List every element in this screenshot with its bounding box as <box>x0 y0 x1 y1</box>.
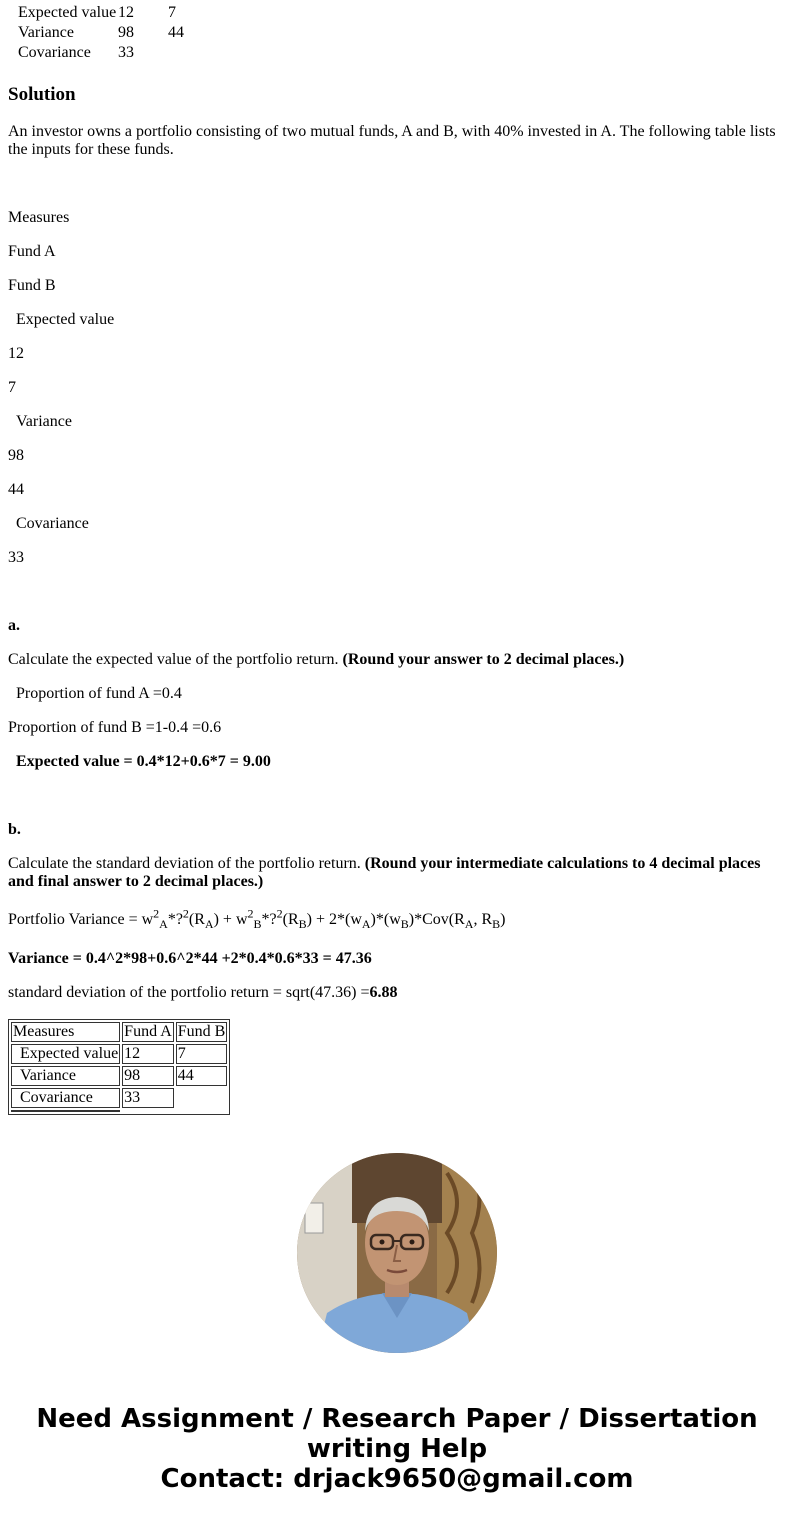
fund-a-label: Fund A <box>8 243 56 260</box>
footer-banner <box>0 1404 794 1494</box>
solution-heading: Solution <box>8 84 76 105</box>
formula-text: ) + 2*(w <box>306 911 362 928</box>
table-header-cell: Measures <box>11 1022 120 1042</box>
portfolio-variance-formula <box>8 906 788 932</box>
formula-sub: A <box>361 917 371 932</box>
author-avatar <box>297 1153 497 1353</box>
table-row <box>11 1066 227 1086</box>
table-cell: 98 <box>118 24 134 41</box>
table-header-cell: Fund A <box>124 1023 172 1040</box>
formula-sup: 2 <box>276 906 283 921</box>
fund-b-label: Fund B <box>8 277 56 294</box>
table-cell: Expected value <box>11 1044 120 1064</box>
table-cell <box>176 1088 228 1108</box>
expected-value-label: Expected value <box>16 311 115 328</box>
part-a-instruction: (Round your answer to 2 decimal places.) <box>342 651 625 668</box>
formula-sub: B <box>492 917 501 932</box>
table-cell: Covariance <box>18 44 91 61</box>
table-cell: 12 <box>122 1044 174 1064</box>
ev-fund-a: 12 <box>8 345 24 362</box>
expected-value-result: Expected value = 0.4*12+0.6*7 = 9.00 <box>16 753 271 770</box>
proportion-b: Proportion of fund B =1-0.4 =0.6 <box>8 719 222 736</box>
table-cell: 33 <box>118 44 134 61</box>
table-row <box>18 3 184 23</box>
formula-sup: 2 <box>247 906 254 921</box>
intro-paragraph: An investor owns a portfolio consisting of two mutual funds, A and B, with 40% invested in A. The following table lists the inputs for these funds. <box>8 123 776 158</box>
footer-contact: Contact: drjack9650@gmail.com <box>160 1464 634 1494</box>
formula-sub: A <box>464 917 474 932</box>
table-row <box>11 1088 227 1108</box>
var-fund-a: 98 <box>8 447 24 464</box>
formula-sup: 2 <box>182 906 189 921</box>
table-cell <box>122 1110 174 1112</box>
sd-line <box>8 984 788 1002</box>
part-b-label: b. <box>8 821 21 838</box>
formula-text: (R <box>188 911 205 928</box>
measures-label: Measures <box>8 209 70 226</box>
proportion-a: Proportion of fund A =0.4 <box>16 685 182 702</box>
table-header-cell: Fund B <box>177 1023 226 1040</box>
variance-label: Variance <box>16 413 72 430</box>
formula-sub: B <box>298 917 307 932</box>
formula-text: )*Cov(R <box>408 911 465 928</box>
table-cell: 7 <box>176 1044 228 1064</box>
var-fund-b: 44 <box>8 481 24 498</box>
sd-text: standard deviation of the portfolio return = sqrt(47.36) = <box>8 984 370 1001</box>
formula-text: *? <box>261 911 277 928</box>
formula-sub: B <box>253 917 262 932</box>
table-header-row <box>11 1022 227 1042</box>
footer-line-2: writing Help <box>306 1434 488 1464</box>
covariance-value: 33 <box>8 549 24 566</box>
formula-text: Portfolio Variance = w <box>8 911 154 928</box>
table-cell: 33 <box>122 1088 174 1108</box>
sd-value: 6.88 <box>369 984 398 1001</box>
formula-sub: B <box>400 917 409 932</box>
table-cell: 7 <box>168 4 176 21</box>
formula-text: )*(w <box>370 911 401 928</box>
table-cell <box>168 43 184 63</box>
formula-text: ) <box>500 911 506 928</box>
top-inputs-table <box>18 3 184 63</box>
table-row <box>11 1110 227 1112</box>
table-cell: 98 <box>122 1066 174 1086</box>
table-divider <box>11 1110 120 1112</box>
part-a-question-line <box>8 651 788 669</box>
variance-result: Variance = 0.4^2*98+0.6^2*44 +2*0.4*0.6*33 = 47.36 <box>8 950 372 967</box>
avatar-portrait <box>297 1153 497 1353</box>
table-cell: Covariance <box>11 1088 120 1108</box>
part-b-instruction: (Round your intermediate calculations to 4 decimal places and final answer to 2 decimal places.) <box>8 855 761 890</box>
part-a-question: Calculate the expected value of the portfolio return. <box>8 651 339 668</box>
formula-sub: A <box>159 917 168 932</box>
formula-text: *? <box>167 911 183 928</box>
table-cell: 44 <box>176 1066 228 1086</box>
table-row <box>18 43 184 63</box>
table-cell: Variance <box>11 1066 120 1086</box>
table-row <box>11 1044 227 1064</box>
formula-text: ) + w <box>213 911 248 928</box>
table-cell: Expected value <box>18 4 117 21</box>
table-cell: Variance <box>18 24 74 41</box>
table-cell <box>176 1110 228 1112</box>
footer-line-1: Need Assignment / Research Paper / Dissertation <box>36 1404 758 1434</box>
inputs-table <box>8 1019 230 1115</box>
formula-sub: A <box>204 917 214 932</box>
formula-text: , R <box>473 911 493 928</box>
table-row <box>18 23 184 43</box>
covariance-label: Covariance <box>16 515 89 532</box>
part-a-label: a. <box>8 617 20 634</box>
part-b-question-line <box>8 855 788 891</box>
table-cell: 44 <box>168 24 184 41</box>
ev-fund-b: 7 <box>8 379 16 396</box>
table-cell: 12 <box>118 4 134 21</box>
part-b-question: Calculate the standard deviation of the portfolio return. <box>8 855 361 872</box>
formula-text: (R <box>282 911 299 928</box>
formula-sup: 2 <box>153 906 160 921</box>
